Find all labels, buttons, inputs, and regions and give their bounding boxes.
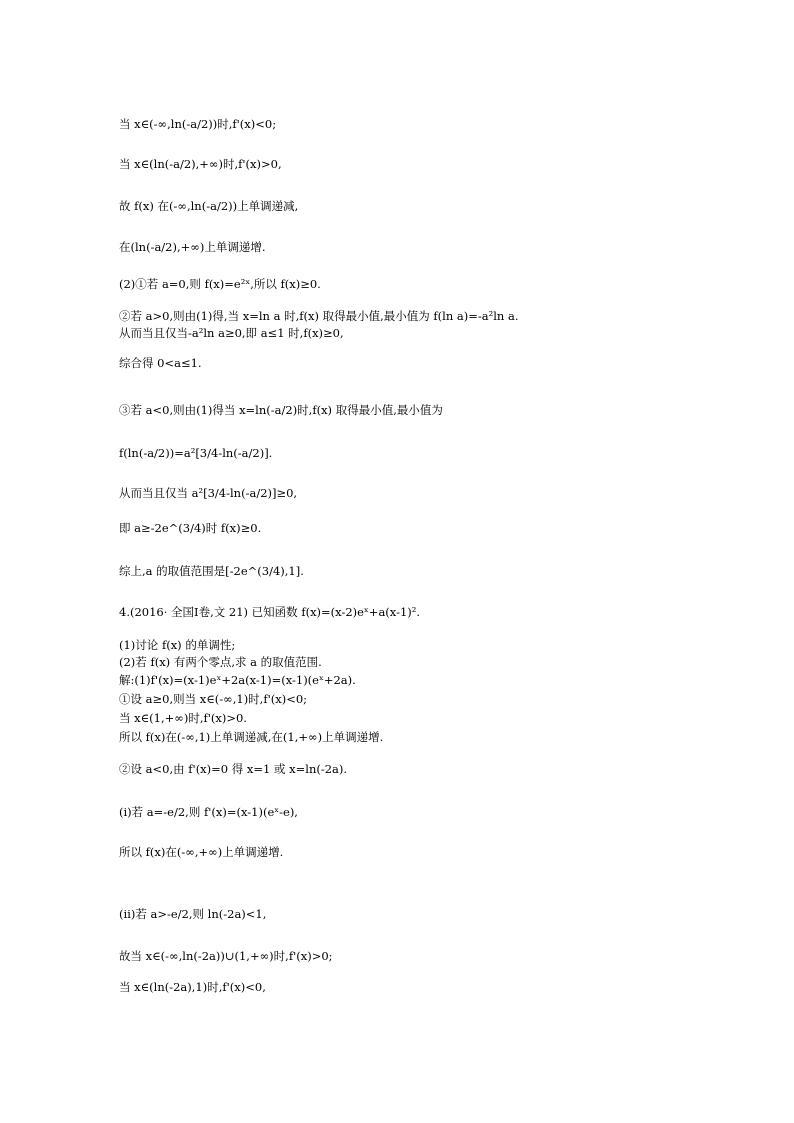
text-line: 即 a≥-2e^(3/4)时 f(x)≥0. (119, 521, 262, 535)
text-line: ②设 a<0,由 f'(x)=0 得 x=1 或 x=ln(-2a). (119, 762, 348, 776)
text-line: 解:(1)f'(x)=(x-1)eˣ+2a(x-1)=(x-1)(eˣ+2a). (119, 673, 356, 687)
text-line: (ⅰ)若 a=-e/2,则 f'(x)=(x-1)(eˣ-e), (119, 805, 298, 819)
text-line: 从而当且仅当-a²ln a≥0,即 a≤1 时,f(x)≥0, (119, 326, 344, 340)
text-line: ②若 a>0,则由(1)得,当 x=ln a 时,f(x) 取得最小值,最小值为 f(ln a)=-a²ln a. (119, 309, 519, 323)
text-line: 当 x∈(-∞,ln(-a/2))时,f'(x)<0; (119, 117, 277, 131)
text-line: 综上,a 的取值范围是[-2e^(3/4),1]. (119, 564, 304, 578)
text-line: 综合得 0<a≤1. (119, 356, 202, 370)
text-line: ①设 a≥0,则当 x∈(-∞,1)时,f'(x)<0; (119, 692, 308, 706)
text-line: (1)讨论 f(x) 的单调性; (119, 638, 236, 652)
text-line: (2)若 f(x) 有两个零点,求 a 的取值范围. (119, 655, 322, 669)
text-line: 所以 f(x)在(-∞,1)上单调递减,在(1,+∞)上单调递增. (119, 730, 384, 744)
text-line: 故当 x∈(-∞,ln(-2a))∪(1,+∞)时,f'(x)>0; (119, 949, 333, 963)
text-line: 当 x∈(ln(-a/2),+∞)时,f'(x)>0, (119, 157, 282, 171)
text-line: f(ln(-a/2))=a²[3/4-ln(-a/2)]. (119, 446, 273, 460)
text-line: 所以 f(x)在(-∞,+∞)上单调递增. (119, 845, 284, 859)
text-line: (ⅱ)若 a>-e/2,则 ln(-2a)<1, (119, 907, 267, 921)
text-line: 当 x∈(1,+∞)时,f'(x)>0. (119, 711, 247, 725)
text-line: 当 x∈(ln(-2a),1)时,f'(x)<0, (119, 980, 266, 994)
text-line: 4.(2016· 全国Ⅰ卷,文 21) 已知函数 f(x)=(x-2)eˣ+a(x-1)². (119, 605, 421, 619)
text-line: (2)①若 a=0,则 f(x)=e²ˣ,所以 f(x)≥0. (119, 277, 321, 291)
text-line: ③若 a<0,则由(1)得当 x=ln(-a/2)时,f(x) 取得最小值,最小值为 (119, 403, 443, 417)
text-line: 故 f(x) 在(-∞,ln(-a/2))上单调递减, (119, 199, 299, 213)
text-line: 从而当且仅当 a²[3/4-ln(-a/2)]≥0, (119, 486, 298, 500)
text-line: 在(ln(-a/2),+∞)上单调递增. (119, 240, 266, 254)
